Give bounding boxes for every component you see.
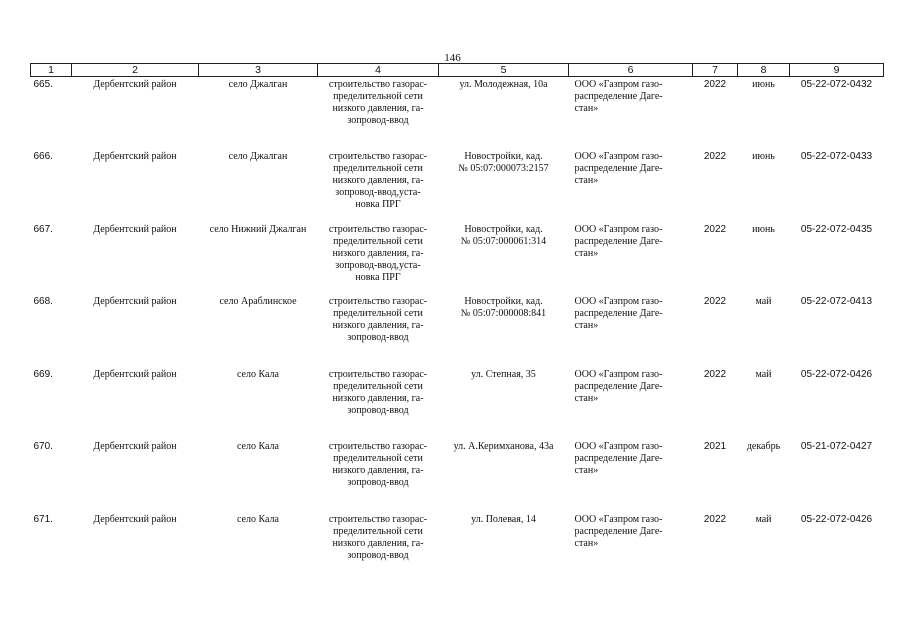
row-number: 668.: [33, 296, 53, 307]
district-cell: Дербентский район: [93, 368, 177, 380]
year-cell: 2022: [703, 368, 727, 380]
work-description-cell: строительство газорас- пределительной сети низкого давления, га- зопровод-ввод: [328, 296, 428, 343]
district-cell: Дербентский район: [93, 151, 177, 162]
year-cell: 2022: [703, 151, 727, 162]
column-number: 4: [318, 64, 439, 77]
address-cell: ул. Полевая, 14: [471, 513, 536, 525]
table-row: [31, 367, 884, 440]
column-number: 9: [790, 64, 884, 77]
year-cell: 2022: [703, 513, 727, 525]
month-cell: май: [755, 368, 772, 380]
registry-code-cell: 05-22-072-0426: [800, 368, 873, 380]
organization-cell: ООО «Газпром газо- распределение Даге- стан»: [574, 296, 663, 331]
row-number: 669.: [33, 368, 53, 380]
settlement-cell: село Джалган: [228, 151, 288, 162]
column-number: 5: [439, 64, 569, 77]
month-cell: июнь: [752, 79, 775, 90]
month-cell: июнь: [752, 151, 775, 162]
organization-cell: ООО «Газпром газо- распределение Даге- стан»: [574, 441, 663, 476]
row-number: 670.: [33, 441, 53, 452]
settlement-cell: село Кала: [237, 441, 279, 452]
settlement-cell: село Джалган: [228, 79, 288, 90]
organization-cell: ООО «Газпром газо- распределение Даге- стан»: [574, 151, 663, 186]
work-description-cell: строительство газорас- пределительной сети низкого давления, га- зопровод-ввод: [328, 79, 428, 126]
work-description-cell: строительство газорас- пределительной сети низкого давления, га- зопровод-ввод: [328, 441, 428, 488]
district-cell: Дербентский район: [93, 513, 177, 525]
work-description-cell: строительство газорас- пределительной сети низкого давления, га- зопровод-ввод,уста- новка ПРГ: [328, 223, 428, 283]
district-cell: Дербентский район: [93, 79, 177, 90]
address-cell: Новостройки, кад. № 05:07:000073:2157: [458, 151, 549, 174]
year-cell: 2022: [703, 79, 727, 90]
column-number-row: [31, 64, 884, 77]
address-cell: Новостройки, кад. № 05:07:000061:314: [460, 223, 547, 247]
settlement-cell: село Араблинское: [219, 296, 297, 307]
month-cell: декабрь: [746, 441, 781, 452]
work-description-cell: строительство газорас- пределительной сети низкого давления, га- зопровод-ввод: [328, 368, 428, 416]
month-cell: июнь: [752, 223, 775, 235]
table-row: [31, 222, 884, 295]
address-cell: ул. А.Керимханова, 43а: [453, 441, 554, 452]
column-number: 3: [199, 64, 318, 77]
column-number: 8: [738, 64, 790, 77]
registry-code-cell: 05-22-072-0413: [800, 296, 873, 307]
settlement-cell: село Нижний Джалган: [209, 223, 307, 235]
registry-table: [30, 63, 884, 584]
table-row: [31, 149, 884, 222]
year-cell: 2021: [703, 441, 727, 452]
registry-code-cell: 05-22-072-0433: [800, 151, 873, 162]
organization-cell: ООО «Газпром газо- распределение Даге- стан»: [574, 513, 663, 549]
registry-code-cell: 05-22-072-0426: [800, 513, 873, 525]
row-number: 671.: [33, 513, 53, 525]
page-number: 146: [444, 52, 461, 64]
registry-code-cell: 05-22-072-0435: [800, 223, 873, 235]
settlement-cell: село Кала: [237, 513, 279, 525]
address-cell: ул. Степная, 35: [471, 368, 536, 380]
district-cell: Дербентский район: [93, 441, 177, 452]
column-number: 7: [693, 64, 738, 77]
work-description-cell: строительство газорас- пределительной сети низкого давления, га- зопровод-ввод,уста- новка ПРГ: [328, 151, 428, 210]
organization-cell: ООО «Газпром газо- распределение Даге- стан»: [574, 223, 663, 259]
district-cell: Дербентский район: [93, 223, 177, 235]
organization-cell: ООО «Газпром газо- распределение Даге- стан»: [574, 79, 663, 114]
column-number: 1: [31, 64, 72, 77]
registry-code-cell: 05-21-072-0427: [800, 441, 873, 452]
work-description-cell: строительство газорас- пределительной сети низкого давления, га- зопровод-ввод: [328, 513, 428, 561]
month-cell: май: [755, 296, 772, 307]
settlement-cell: село Кала: [237, 368, 279, 380]
row-number: 665.: [33, 79, 53, 90]
address-cell: ул. Молодежная, 10а: [459, 79, 548, 90]
table-row: [31, 439, 884, 512]
registry-code-cell: 05-22-072-0432: [800, 79, 873, 90]
table-row: [31, 294, 884, 367]
organization-cell: ООО «Газпром газо- распределение Даге- стан»: [574, 368, 663, 404]
year-cell: 2022: [703, 223, 727, 235]
row-number: 667.: [33, 223, 53, 235]
row-number: 666.: [33, 151, 53, 162]
column-number: 6: [569, 64, 693, 77]
district-cell: Дербентский район: [93, 296, 177, 307]
table-row: [31, 77, 884, 150]
year-cell: 2022: [703, 296, 727, 307]
address-cell: Новостройки, кад. № 05:07:000008:841: [460, 296, 547, 319]
month-cell: май: [755, 513, 772, 525]
column-number: 2: [72, 64, 199, 77]
table-row: [31, 512, 884, 585]
